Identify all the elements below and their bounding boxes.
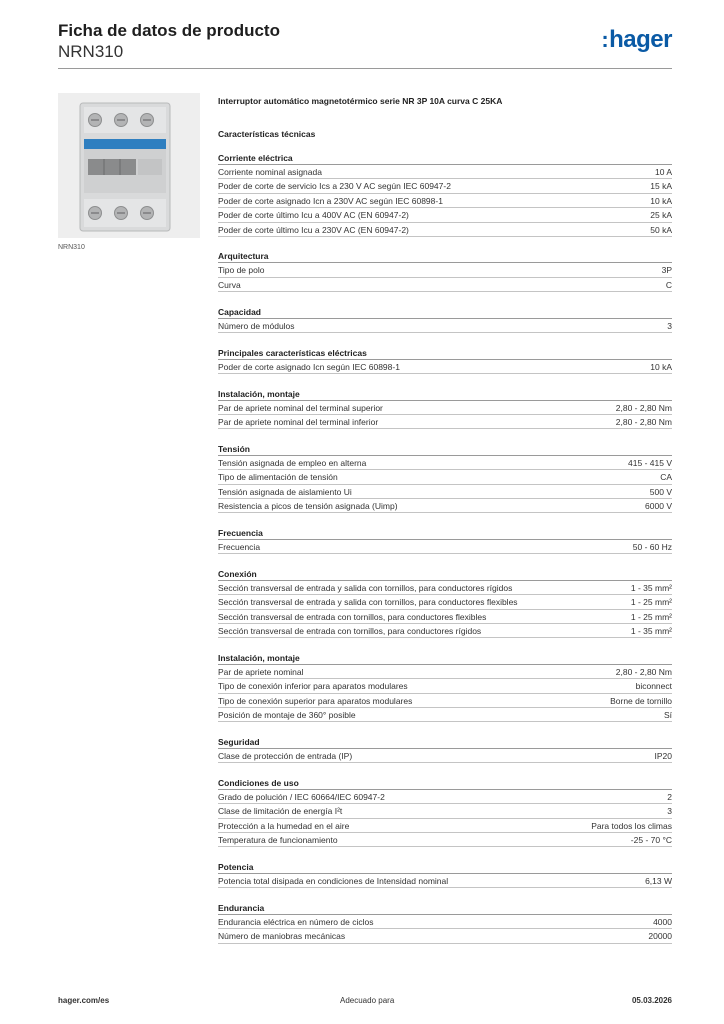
spec-value: 6,13 W [645,875,672,886]
spec-value: 2 [667,791,672,802]
spec-label: Temperatura de funcionamiento [218,834,338,845]
spec-row [218,929,672,943]
spec-value: 2,80 - 2,80 Nm [615,402,672,413]
spec-label: Tensión asignada de empleo en alterna [218,457,367,468]
spec-row [218,360,672,374]
spec-label: Grado de polución / IEC 60664/IEC 60947-2 [218,791,385,802]
section-title: Principales características eléctricas [218,346,672,360]
section-title: Arquitectura [218,249,672,263]
hager-logo[interactable] [601,26,672,54]
spec-value: 2,80 - 2,80 Nm [615,666,672,677]
spec-value: 2,80 - 2,80 Nm [615,416,672,427]
product-image [58,93,200,238]
spec-row [218,165,672,179]
spec-row [218,749,672,763]
spec-label: Corriente nominal asignada [218,167,322,177]
section-title: Corriente eléctrica [218,151,672,165]
header-divider [58,68,672,69]
spec-section [218,442,672,514]
spec-section [218,735,672,763]
spec-row [218,456,672,470]
spec-row [218,694,672,708]
product-code: NRN310 [58,42,124,61]
spec-label: Sección transversal de entrada y salida con tornillos, para conductores rígidos [218,582,513,593]
spec-value: Sí [663,709,672,720]
spec-row [218,415,672,429]
spec-section [218,249,672,292]
footer-website-link[interactable]: hager.com/es [58,996,110,1005]
spec-label: Potencia total disipada en condiciones de Intensidad nominal [218,875,449,886]
section-title: Instalación, montaje [218,387,672,401]
spec-label: Clase de limitación de energía I²t [218,806,343,817]
spec-label: Par de apriete nominal del terminal superior [218,402,383,413]
spec-row [218,874,672,888]
spec-label: Par de apriete nominal del terminal inferior [218,416,379,427]
spec-section [218,387,672,430]
spec-row [218,263,672,277]
spec-section [218,567,672,639]
spec-section [218,651,672,723]
spec-label: Poder de corte último Icu a 230V AC (EN 60947-2) [218,224,409,235]
spec-value: 500 V [649,486,672,497]
spec-section [218,151,672,237]
spec-section [218,346,672,374]
spec-row [218,401,672,415]
spec-section [218,901,672,944]
spec-label: Poder de corte asignado Icn a 230V AC según IEC 60898-1 [218,195,443,206]
spec-row [218,915,672,929]
section-title: Conexión [218,567,672,581]
spec-value: 20000 [648,931,672,942]
spec-label: Resistencia a picos de tensión asignada (Uimp) [218,500,398,511]
spec-value: 1 - 25 mm² [630,597,672,608]
footer-note: Adecuado para [340,996,395,1005]
circuit-breaker-icon [58,93,200,238]
spec-value: 10 A [654,167,672,177]
spec-value: 415 - 415 V [628,457,672,468]
section-title: Instalación, montaje [218,651,672,665]
spec-value: 3P [661,265,672,276]
spec-label: Sección transversal de entrada y salida con tornillos, para conductores flexibles [218,597,518,608]
spec-row [218,665,672,679]
section-title: Endurancia [218,901,672,915]
spec-sections [218,151,672,944]
spec-value: 25 kA [650,210,672,221]
spec-row [218,679,672,693]
spec-section [218,860,672,888]
section-title: Potencia [218,860,672,874]
tech-heading: Características técnicas [218,129,316,139]
spec-value: 1 - 25 mm² [630,611,672,622]
spec-label: Tipo de polo [218,265,265,276]
spec-row [218,540,672,554]
spec-value: -25 - 70 °C [630,834,672,845]
spec-row [218,194,672,208]
spec-label: Sección transversal de entrada con tornillos, para conductores flexibles [218,611,487,622]
spec-label: Poder de corte asignado Icn según IEC 60898-1 [218,361,400,372]
spec-value: Borne de tornillo [610,695,672,706]
spec-label: Tipo de conexión inferior para aparatos modulares [218,681,408,692]
spec-label: Sección transversal de entrada con tornillos, para conductores rígidos [218,625,482,636]
product-description: Interruptor automático magnetotérmico serie NR 3P 10A curva C 25KA [218,96,503,106]
spec-value: IP20 [654,750,672,761]
spec-row [218,581,672,595]
spec-row [218,499,672,513]
spec-label: Protección a la humedad en el aire [218,820,350,831]
spec-row [218,708,672,722]
section-title: Frecuencia [218,526,672,540]
spec-label: Tipo de alimentación de tensión [218,472,338,483]
footer-date: 05.03.2026 [631,996,672,1005]
spec-value: 1 - 35 mm² [630,582,672,593]
spec-value: 50 kA [650,224,672,235]
spec-row [218,208,672,222]
spec-value: biconnect [635,681,672,692]
spec-label: Poder de corte de servicio Ics a 230 V AC según IEC 60947-2 [218,181,451,192]
spec-value: 15 kA [650,181,672,192]
spec-value: 4000 [653,916,672,927]
spec-label: Número de módulos [218,320,295,331]
spec-row [218,470,672,484]
spec-row [218,624,672,638]
image-caption: NRN310 [58,244,85,251]
spec-value: CA [660,472,672,483]
spec-row [218,790,672,804]
spec-label: Poder de corte último Icu a 400V AC (EN 60947-2) [218,210,409,221]
spec-label: Posición de montaje de 360° posible [218,709,356,720]
spec-value: 10 kA [650,361,672,372]
spec-value: 3 [667,320,672,331]
spec-label: Tipo de conexión superior para aparatos modulares [218,695,413,706]
spec-row [218,833,672,847]
spec-row [218,485,672,499]
section-title: Capacidad [218,305,672,319]
spec-row [218,610,672,624]
spec-content [218,96,672,956]
spec-value: 10 kA [650,195,672,206]
spec-value: 50 - 60 Hz [632,541,672,552]
spec-label: Endurancia eléctrica en número de ciclos [218,916,374,927]
page-title: Ficha de datos de producto [58,21,280,40]
logo-text: hager [609,26,672,53]
spec-label: Clase de protección de entrada (IP) [218,750,353,761]
spec-value: 6000 V [645,500,672,511]
spec-label: Tensión asignada de aislamiento Ui [218,486,352,497]
section-title: Seguridad [218,735,672,749]
spec-value: Para todos los climas [591,820,672,831]
spec-section [218,526,672,554]
spec-value: 3 [667,806,672,817]
logo-mark-icon: : [601,27,609,52]
spec-section [218,305,672,333]
section-title: Condiciones de uso [218,776,672,790]
spec-row [218,595,672,609]
spec-label: Par de apriete nominal [218,666,304,677]
spec-value: C [665,279,672,290]
spec-row [218,804,672,818]
spec-label: Número de maniobras mecánicas [218,931,346,942]
spec-row [218,319,672,333]
spec-row [218,223,672,237]
page-header [58,20,672,68]
spec-row [218,819,672,833]
spec-section [218,776,672,848]
spec-label: Curva [218,279,241,290]
spec-row [218,179,672,193]
section-title: Tensión [218,442,672,456]
spec-label: Frecuencia [218,541,261,552]
spec-value: 1 - 35 mm² [630,625,672,636]
spec-row [218,278,672,292]
